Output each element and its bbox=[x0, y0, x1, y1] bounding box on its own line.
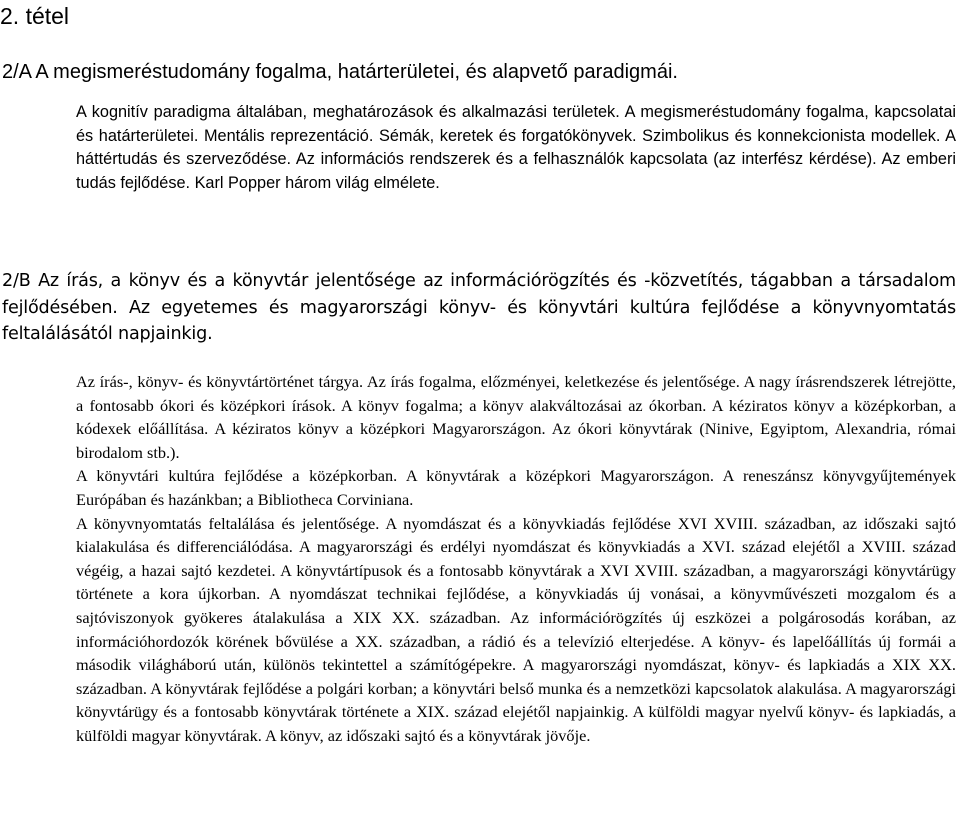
section-b-paragraph: A könyvtári kultúra fejlődése a középkorban. A könyvtárak a középkori Magyarországon. A reneszánsz könyvgyűjtemények Európában és hazánkban; a Bibliotheca Corviniana. bbox=[76, 466, 956, 509]
document-title: 2. tétel bbox=[0, 3, 70, 29]
section-b-body bbox=[76, 370, 956, 748]
section-b-heading: 2/B Az írás, a könyv és a könyvtár jelentősége az információrögzítés és -közvetítés, tágabban a társadalom fejlődésében. Az egyetemes és magyarországi könyv- és könyvtári kultúra fejlődése a könyvnyomtatás feltalálásától napjainkig. bbox=[2, 271, 956, 344]
section-b-paragraph: A könyvnyomtatás feltalálása és jelentősége. A nyomdászat és a könyvkiadás fejlődése XVI XVIII. században, az időszaki sajtó kialakulása és differenciálódása. A magyarországi és erdélyi nyomdászat és könyvkiadás a XVI. század elejétől a XVIII. század végéig, a hazai sajtó kezdetei. A könyvtártípusok és a fontosabb könyvtárak a XVI XVIII. században, a magyarországi könyvtárügy története a kora újkorban. A nyomdászat technikai fejlődése, a könyvkiadás új vonásai, a könyvművészeti mozgalom és a sajtóviszonyok gyökeres átalakulása a XIX XX. században. Az információrögzítés új eszközei a polgárosodás korában, az információhordozók körének bővülése a XX. században, a rádió és a televízió elterjedése. A könyv- és lapelőállítás új formái a második világháború után, különös tekintettel a számítógépekre. A magyarországi nyomdászat, könyv- és lapkiadás a XIX XX. században. A könyvtárak fejlődése a polgári korban; a könyvtári belső munka és a nemzetközi kapcsolatok alakulása. A magyarországi könyvtárügy és a fontosabb könyvtárak története a XIX. század elejétől napjainkig. A külföldi magyar nyelvű könyv- és lapkiadás, a külföldi magyar könyvtárak. A könyv, az időszaki sajtó és a könyvtárak jövője. bbox=[76, 513, 956, 745]
section-a-heading: 2/A A megismeréstudomány fogalma, határterületei, és alapvető paradigmái. bbox=[2, 61, 678, 83]
section-a-body: A kognitív paradigma általában, meghatározások és alkalmazási területek. A megismeréstudomány fogalma, kapcsolatai és határterületei. Mentális reprezentáció. Sémák, keretek és forgatókönyvek. Szimbolikus és konnekcionista modellek. A háttértudás és szerveződése. Az információs rendszerek és a felhasználók kapcsolata (az interfész kérdése). Az emberi tudás fejlődése. Karl Popper három világ elmélete. bbox=[76, 103, 956, 192]
section-b-paragraph: Az írás-, könyv- és könyvtártörténet tárgya. Az írás fogalma, előzményei, keletkezése és jelentősége. A nagy írásrendszerek létrejötte, a fontosabb ókori és középkori írások. A könyv fogalma; a könyv alakváltozásai az ókorban. A kéziratos könyv a középkorban, a kódexek előállítása. A kéziratos könyv a középkori Magyarországon. Az ókori könyvtárak (Ninive, Egyiptom, Alexandria, római birodalom stb.). bbox=[76, 372, 956, 462]
